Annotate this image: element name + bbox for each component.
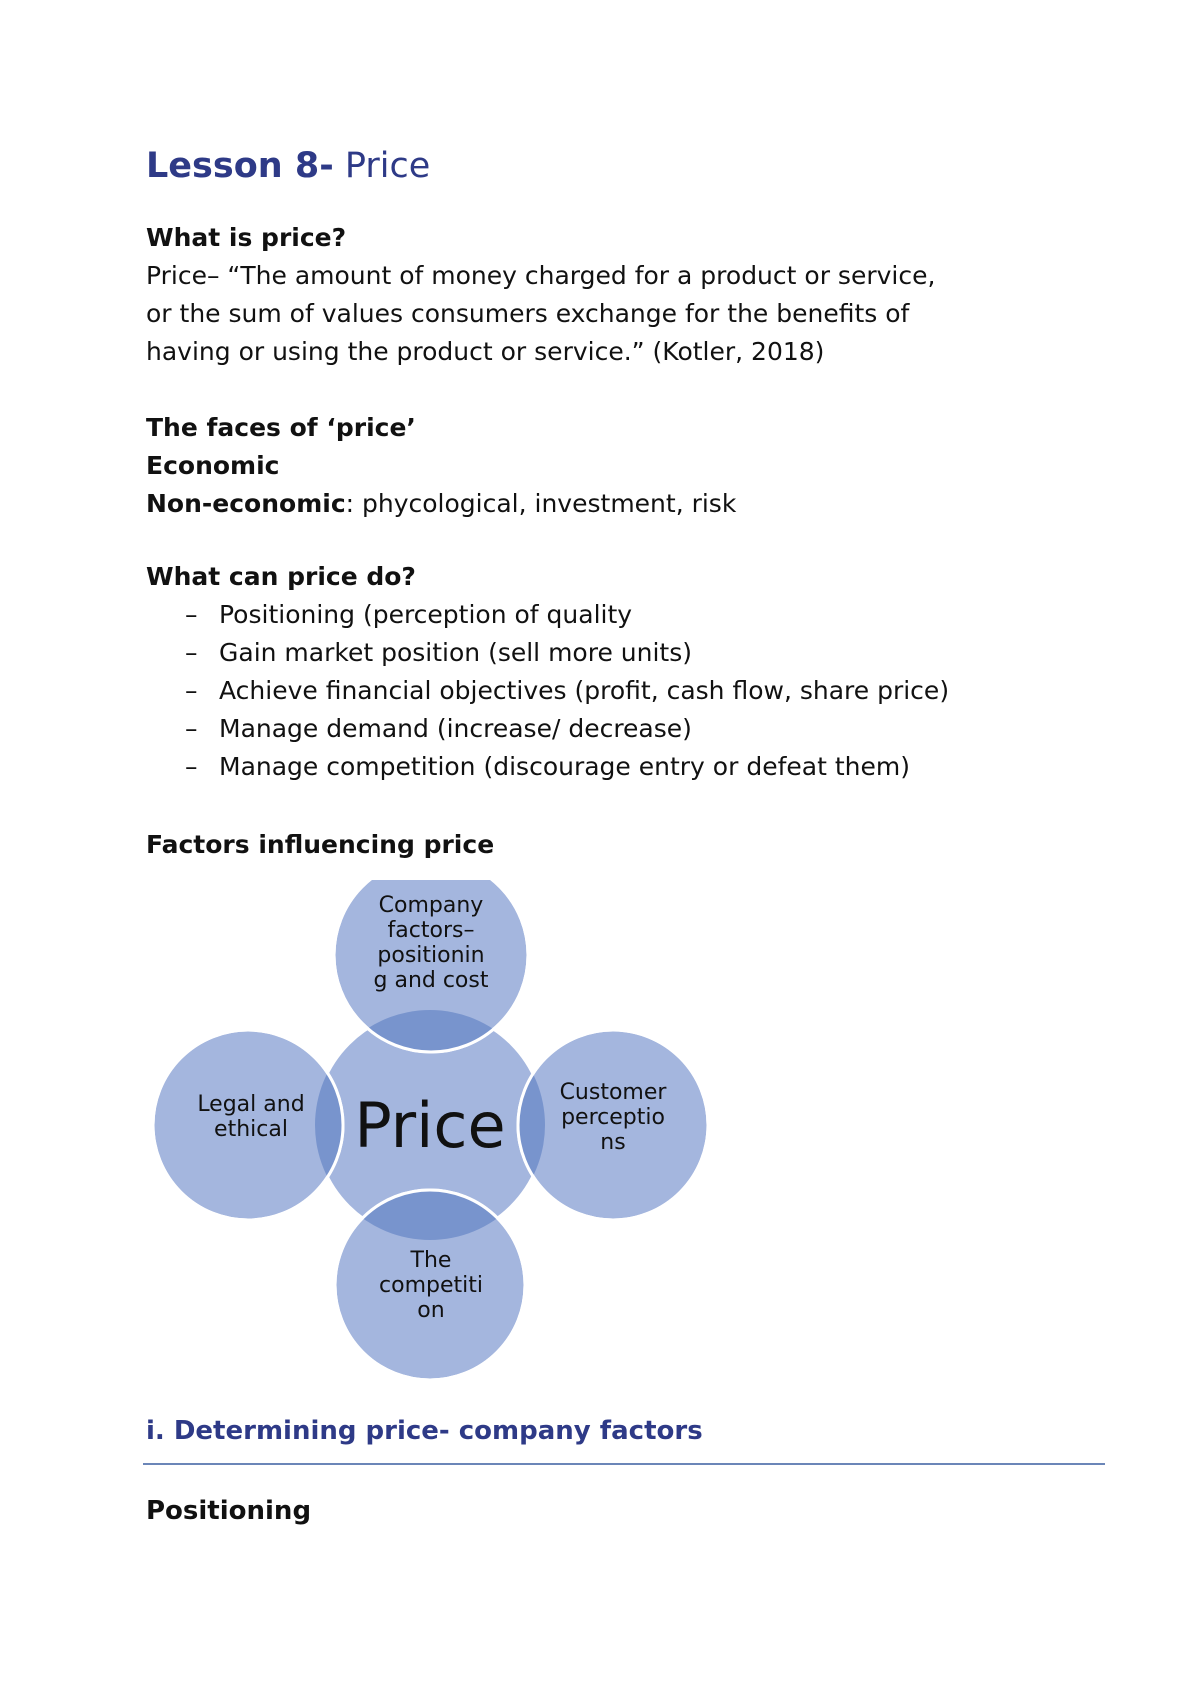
list-item-text: Manage competition (discourage entry or defeat them): [219, 752, 910, 781]
section-heading: i. Determining price- company factors: [146, 1416, 703, 1446]
lesson-title-light: Price: [344, 146, 431, 186]
right-label-line: Customer: [559, 1080, 667, 1105]
top-circle-label: [374, 893, 489, 993]
factors-diagram: [140, 880, 720, 1380]
dash-bullet: –: [185, 676, 198, 705]
lesson-title: [146, 143, 430, 189]
list-item: [146, 596, 949, 634]
economic-label: Economic: [146, 451, 280, 480]
section-divider: [143, 1463, 1105, 1465]
factors-heading: Factors influencing price: [146, 830, 495, 859]
list-item-text: Achieve financial objectives (profit, cash flow, share price): [219, 676, 950, 705]
right-label-line: ns: [600, 1130, 626, 1155]
top-label-line: g and cost: [373, 968, 489, 993]
non-economic-text: : phycological, investment, risk: [345, 489, 737, 518]
bottom-label-line: on: [417, 1298, 445, 1323]
bottom-label-line: The: [410, 1248, 452, 1273]
definition-line: Price– “The amount of money charged for a product or service,: [146, 261, 936, 290]
non-economic-line: [146, 485, 736, 523]
list-item-text: Manage demand (increase/ decrease): [219, 714, 692, 743]
top-label-line: positionin: [377, 943, 485, 968]
dash-bullet: –: [185, 600, 198, 629]
dash-bullet: –: [185, 752, 198, 781]
what-can-price-do-heading: What can price do?: [146, 562, 416, 591]
list-item: [146, 672, 949, 710]
non-economic-label: Non-economic: [146, 489, 346, 518]
definition-line: having or using the product or service.” (Kotler, 2018): [146, 337, 825, 366]
dash-bullet: –: [185, 714, 198, 743]
list-item-text: Gain market position (sell more units): [219, 638, 692, 667]
lesson-title-bold: Lesson 8-: [146, 146, 334, 186]
faces-heading: The faces of ‘price’: [146, 413, 416, 442]
definition-line: or the sum of values consumers exchange for the benefits of: [146, 299, 910, 328]
factors-heading-wrap: [146, 826, 494, 864]
what-is-price-heading: What is price?: [146, 223, 347, 252]
top-label-line: factors–: [387, 918, 475, 943]
what-is-price-section: [146, 219, 935, 371]
what-can-price-do-heading-wrap: [146, 558, 416, 596]
list-item: [146, 710, 949, 748]
dash-bullet: –: [185, 638, 198, 667]
left-label-line: ethical: [214, 1117, 288, 1142]
left-label-line: Legal and: [197, 1092, 305, 1117]
top-label-line: Company: [378, 893, 484, 918]
center-label: Price: [354, 1089, 506, 1162]
list-item-text: Positioning (perception of quality: [219, 600, 633, 629]
positioning-heading: Positioning: [146, 1496, 312, 1526]
right-label-line: perceptio: [561, 1105, 665, 1130]
bottom-label-line: competiti: [379, 1273, 483, 1298]
price-uses-list: [146, 596, 949, 786]
list-item: [146, 634, 949, 672]
faces-of-price-section: [146, 409, 736, 523]
list-item: [146, 748, 949, 786]
